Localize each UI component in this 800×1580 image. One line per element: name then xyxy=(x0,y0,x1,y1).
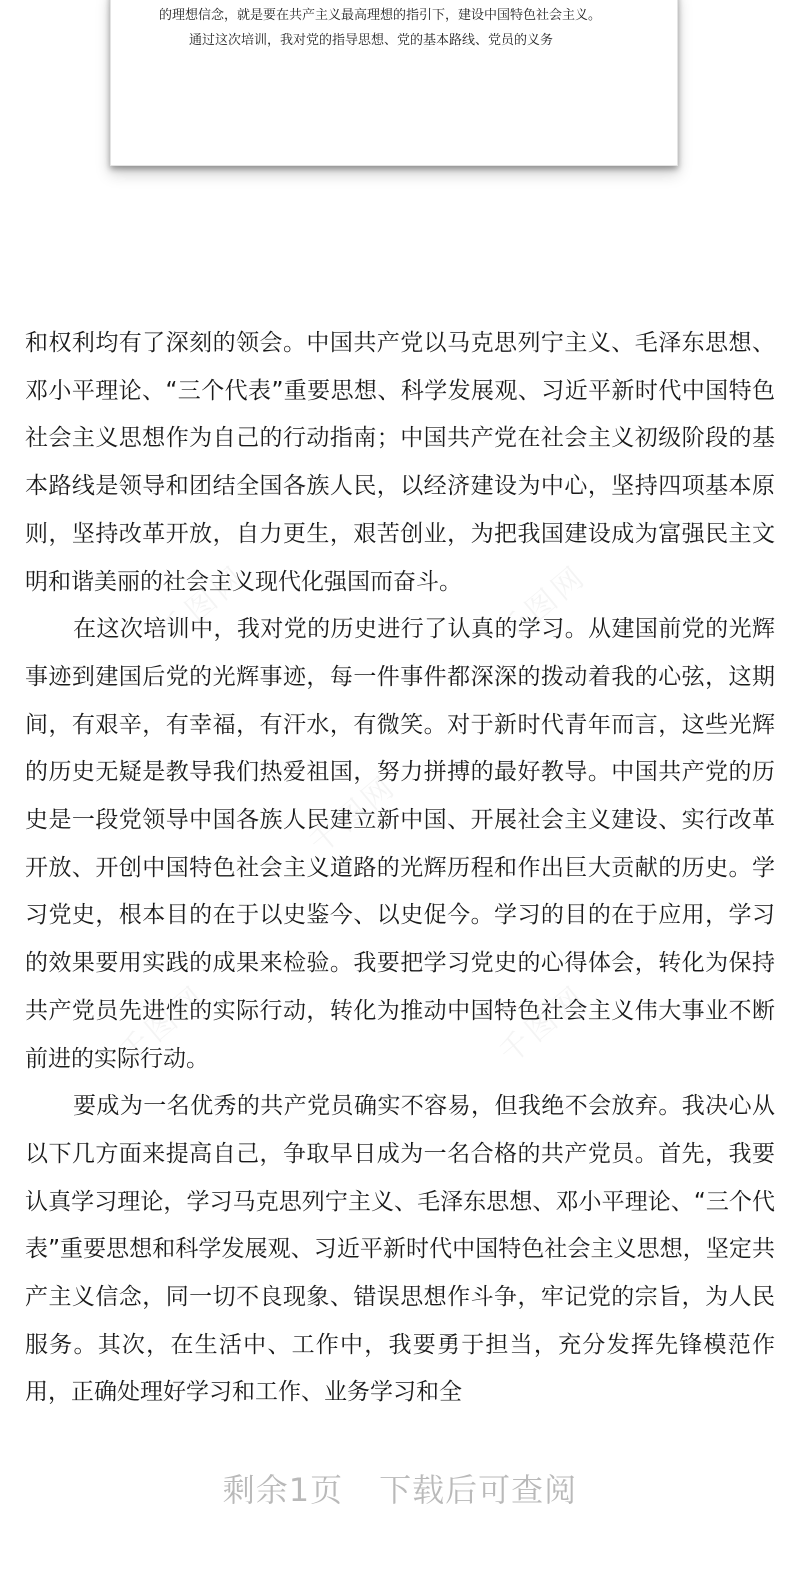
remaining-pages-label: 剩余1页 xyxy=(222,1471,344,1509)
download-to-view-label: 下载后可查阅 xyxy=(379,1471,578,1509)
download-prompt[interactable] xyxy=(0,1465,800,1511)
preview-line: 的理想信念，就是要在共产主义最高理想的指引下，建设中国特色社会主义。 xyxy=(159,8,602,23)
document-preview-card xyxy=(110,0,678,166)
paragraph: 要成为一名优秀的共产党员确实不容易，但我绝不会放弃。我决心从以下几方面来提高自己，争取早日成为一名合格的共产党员。首先，我要认真学习理论，学习马克思列宁主义、毛泽东思想、邓小平理论、“三个代表”重要思想和科学发展观、习近平新时代中国特色社会主义思想，坚定共产主义信念，同一切不良现象、错误思想作斗争，牢记党的宗旨，为人民服务。其次，在生活中、工作中，我要勇于担当，充分发挥先锋模范作用，正确处理好学习和工作、业务学习和全 xyxy=(25,1093,775,1406)
paragraph: 在这次培训中，我对党的历史进行了认真的学习。从建国前党的光辉事迹到建国后党的光辉事迹，每一件事件都深深的拨动着我的心弦，这期间，有艰辛，有幸福，有汗水，有微笑。对于新时代青年而言，这些光辉的历史无疑是教导我们热爱祖国，努力拼搏的最好教导。中国共产党的历史是一段党领导中国各族人民建立新中国、开展社会主义建设、实行改革开放、开创中国特色社会主义道路的光辉历程和作出巨大贡献的历史。学习党史，根本目的在于以史鉴今、以史促今。学习的目的在于应用，学习的效果要用实践的成果来检验。我要把学习党史的心得体会，转化为保持共产党员先进性的实际行动，转化为推动中国特色社会主义伟大事业不断前进的实际行动。 xyxy=(25,616,775,1072)
preview-text xyxy=(159,3,629,53)
preview-line: 通过这次培训，我对党的指导思想、党的基本路线、党员的义务 xyxy=(189,33,554,48)
document-body xyxy=(25,320,775,1417)
paragraph: 和权利均有了深刻的领会。中国共产党以马克思列宁主义、毛泽东思想、邓小平理论、“三个代表”重要思想、科学发展观、习近平新时代中国特色社会主义思想作为自己的行动指南；中国共产党在社会主义初级阶段的基本路线是领导和团结全国各族人民，以经济建设为中心，坚持四项基本原则，坚持改革开放，自力更生，艰苦创业，为把我国建设成为富强民主文明和谐美丽的社会主义现代化强国而奋斗。 xyxy=(25,330,775,595)
